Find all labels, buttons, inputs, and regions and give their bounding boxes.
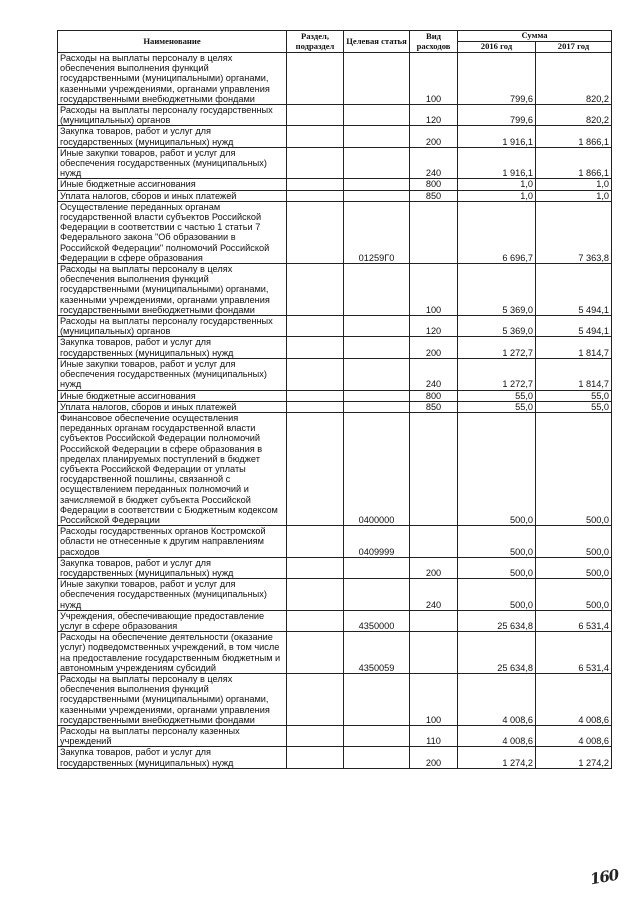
table-row [58, 390, 612, 401]
cell-2016: 799,6 [458, 53, 536, 105]
table-row [58, 190, 612, 201]
header-sum: Сумма [458, 31, 612, 42]
cell-name: Иные бюджетные ассигнования [58, 390, 287, 401]
cell-2016: 1 916,1 [458, 126, 536, 147]
cell-2016: 1 272,7 [458, 358, 536, 390]
table-row [58, 358, 612, 390]
cell-target: 0409999 [344, 526, 410, 558]
cell-2017: 5 494,1 [536, 316, 612, 337]
cell-target [344, 105, 410, 126]
cell-name: Уплата налогов, сборов и иных платежей [58, 401, 287, 412]
cell-2016: 500,0 [458, 412, 536, 525]
cell-2016: 1 274,2 [458, 747, 536, 768]
table-body [58, 53, 612, 769]
cell-type: 240 [410, 147, 458, 179]
cell-2016: 6 696,7 [458, 201, 536, 263]
cell-section [287, 316, 344, 337]
table-row [58, 264, 612, 316]
cell-type: 200 [410, 557, 458, 578]
table-row [58, 179, 612, 190]
cell-name: Расходы на обеспечение деятельности (оказание услуг) подведомственных учреждений, в том числе на предоставление государственным бюджетным и автономным учреждениям субсидий [58, 632, 287, 674]
cell-2017: 820,2 [536, 53, 612, 105]
table-row [58, 147, 612, 179]
table-row [58, 610, 612, 631]
cell-name: Расходы государственных органов Костромской области не отнесенные к другим направлениям расходов [58, 526, 287, 558]
cell-type: 100 [410, 673, 458, 725]
cell-target [344, 401, 410, 412]
cell-name: Расходы на выплаты персоналу в целях обеспечения выполнения функций государственными (муниципальными) органами, казенными учреждениями, органами управления государственными внебюджетными фондами [58, 673, 287, 725]
cell-section [287, 747, 344, 768]
cell-2017: 1 866,1 [536, 147, 612, 179]
cell-2017: 6 531,4 [536, 610, 612, 631]
cell-type: 850 [410, 401, 458, 412]
cell-2017: 1 866,1 [536, 126, 612, 147]
cell-type [410, 610, 458, 631]
cell-section [287, 526, 344, 558]
cell-section [287, 390, 344, 401]
cell-2017: 1,0 [536, 179, 612, 190]
cell-section [287, 358, 344, 390]
cell-2016: 500,0 [458, 526, 536, 558]
cell-2016: 5 369,0 [458, 316, 536, 337]
cell-target [344, 390, 410, 401]
cell-name: Закупка товаров, работ и услуг для государственных (муниципальных) нужд [58, 126, 287, 147]
cell-section [287, 126, 344, 147]
cell-2017: 1 814,7 [536, 337, 612, 358]
cell-name: Уплата налогов, сборов и иных платежей [58, 190, 287, 201]
cell-type: 850 [410, 190, 458, 201]
header-year-2016: 2016 год [458, 42, 536, 53]
cell-target [344, 557, 410, 578]
table-row [58, 53, 612, 105]
cell-name: Иные бюджетные ассигнования [58, 179, 287, 190]
cell-2016: 5 369,0 [458, 264, 536, 316]
cell-target: 4350059 [344, 632, 410, 674]
table-row [58, 337, 612, 358]
cell-2016: 4 008,6 [458, 673, 536, 725]
cell-type: 120 [410, 316, 458, 337]
cell-2017: 55,0 [536, 390, 612, 401]
cell-target [344, 337, 410, 358]
cell-section [287, 412, 344, 525]
header-type: Вид расходов [410, 31, 458, 53]
cell-target [344, 673, 410, 725]
cell-target [344, 747, 410, 768]
cell-type: 240 [410, 358, 458, 390]
cell-name: Иные закупки товаров, работ и услуг для обеспечения государственных (муниципальных) нужд [58, 358, 287, 390]
cell-type [410, 201, 458, 263]
table-row [58, 579, 612, 611]
cell-name: Расходы на выплаты персоналу в целях обеспечения выполнения функций государственными (муниципальными) органами, казенными учреждениями, органами управления государственными внебюджетными фондами [58, 264, 287, 316]
cell-2017: 820,2 [536, 105, 612, 126]
table-row [58, 105, 612, 126]
cell-2017: 4 008,6 [536, 726, 612, 747]
cell-section [287, 53, 344, 105]
cell-target [344, 264, 410, 316]
cell-section [287, 264, 344, 316]
header-target: Целевая статья [344, 31, 410, 53]
cell-name: Закупка товаров, работ и услуг для государственных (муниципальных) нужд [58, 747, 287, 768]
cell-name: Расходы на выплаты персоналу государственных (муниципальных) органов [58, 105, 287, 126]
cell-name: Расходы на выплаты персоналу государственных (муниципальных) органов [58, 316, 287, 337]
cell-2017: 7 363,8 [536, 201, 612, 263]
cell-target [344, 126, 410, 147]
table-row [58, 747, 612, 768]
cell-2016: 1,0 [458, 190, 536, 201]
cell-target [344, 53, 410, 105]
cell-2016: 25 634,8 [458, 610, 536, 631]
cell-2017: 5 494,1 [536, 264, 612, 316]
header-section: Раздел, подраздел [287, 31, 344, 53]
table-row [58, 201, 612, 263]
table-row [58, 316, 612, 337]
cell-target [344, 316, 410, 337]
cell-name: Осуществление переданных органам государственной власти субъектов Российской Федерации в соответствии с частью 1 статьи 7 Федерального закона "Об образовании в Российской Федерации" полномочий Российской Федерации в сфере образования [58, 201, 287, 263]
cell-type: 100 [410, 53, 458, 105]
cell-name: Иные закупки товаров, работ и услуг для обеспечения государственных (муниципальных) нужд [58, 579, 287, 611]
header-name: Наименование [58, 31, 287, 53]
cell-type: 100 [410, 264, 458, 316]
cell-2017: 500,0 [536, 579, 612, 611]
cell-type: 200 [410, 126, 458, 147]
cell-section [287, 105, 344, 126]
cell-section [287, 201, 344, 263]
cell-section [287, 610, 344, 631]
cell-2016: 55,0 [458, 390, 536, 401]
cell-2017: 500,0 [536, 412, 612, 525]
cell-name: Учреждения, обеспечивающие предоставление услуг в сфере образования [58, 610, 287, 631]
cell-target: 01259Г0 [344, 201, 410, 263]
cell-2016: 799,6 [458, 105, 536, 126]
table-row [58, 126, 612, 147]
cell-2017: 500,0 [536, 557, 612, 578]
table-row [58, 726, 612, 747]
cell-type [410, 632, 458, 674]
cell-section [287, 673, 344, 725]
cell-section [287, 557, 344, 578]
cell-target [344, 190, 410, 201]
cell-type: 800 [410, 390, 458, 401]
page-number: 160 [588, 865, 620, 889]
cell-type: 200 [410, 747, 458, 768]
cell-name: Иные закупки товаров, работ и услуг для обеспечения государственных (муниципальных) нужд [58, 147, 287, 179]
cell-2017: 4 008,6 [536, 673, 612, 725]
table-row [58, 401, 612, 412]
cell-name: Закупка товаров, работ и услуг для государственных (муниципальных) нужд [58, 557, 287, 578]
cell-section [287, 579, 344, 611]
cell-2017: 6 531,4 [536, 632, 612, 674]
cell-2016: 500,0 [458, 557, 536, 578]
cell-2017: 1,0 [536, 190, 612, 201]
cell-2016: 500,0 [458, 579, 536, 611]
cell-section [287, 726, 344, 747]
cell-section [287, 179, 344, 190]
table-row [58, 632, 612, 674]
cell-2016: 25 634,8 [458, 632, 536, 674]
budget-sheet [57, 30, 611, 769]
cell-target: 4350000 [344, 610, 410, 631]
cell-section [287, 190, 344, 201]
cell-target [344, 358, 410, 390]
table-row [58, 526, 612, 558]
table-row [58, 412, 612, 525]
header-year-2017: 2017 год [536, 42, 612, 53]
cell-name: Закупка товаров, работ и услуг для государственных (муниципальных) нужд [58, 337, 287, 358]
table-row [58, 557, 612, 578]
cell-2016: 4 008,6 [458, 726, 536, 747]
cell-2017: 1 274,2 [536, 747, 612, 768]
cell-type [410, 526, 458, 558]
cell-section [287, 337, 344, 358]
cell-section [287, 401, 344, 412]
cell-2017: 55,0 [536, 401, 612, 412]
cell-2016: 1 916,1 [458, 147, 536, 179]
cell-name: Расходы на выплаты персоналу в целях обеспечения выполнения функций государственными (муниципальными) органами, казенными учреждениями, органами управления государственными внебюджетными фондами [58, 53, 287, 105]
cell-name: Расходы на выплаты персоналу казенных учреждений [58, 726, 287, 747]
cell-section [287, 147, 344, 179]
cell-type [410, 412, 458, 525]
cell-2016: 1,0 [458, 179, 536, 190]
cell-2016: 55,0 [458, 401, 536, 412]
cell-type: 120 [410, 105, 458, 126]
cell-target: 0400000 [344, 412, 410, 525]
cell-2016: 1 272,7 [458, 337, 536, 358]
cell-target [344, 579, 410, 611]
cell-name: Финансовое обеспечение осуществления переданных органам государственной власти субъектов Российской Федерации полномочий Российской Федерации в сфере образования в пределах планируемых поступлений в бюджет субъекта Российской Федерации от уплаты государственной пошлины, связанной с осуществлением переданных полномочий и зачисляемой в бюджет субъекта Российской Федерации в соответствии с Бюджетным кодексом Российской Федерации [58, 412, 287, 525]
cell-target [344, 147, 410, 179]
cell-type: 800 [410, 179, 458, 190]
cell-target [344, 179, 410, 190]
cell-section [287, 632, 344, 674]
cell-target [344, 726, 410, 747]
cell-type: 240 [410, 579, 458, 611]
cell-2017: 1 814,7 [536, 358, 612, 390]
cell-type: 200 [410, 337, 458, 358]
cell-type: 110 [410, 726, 458, 747]
table-row [58, 673, 612, 725]
cell-2017: 500,0 [536, 526, 612, 558]
budget-table [57, 30, 612, 769]
